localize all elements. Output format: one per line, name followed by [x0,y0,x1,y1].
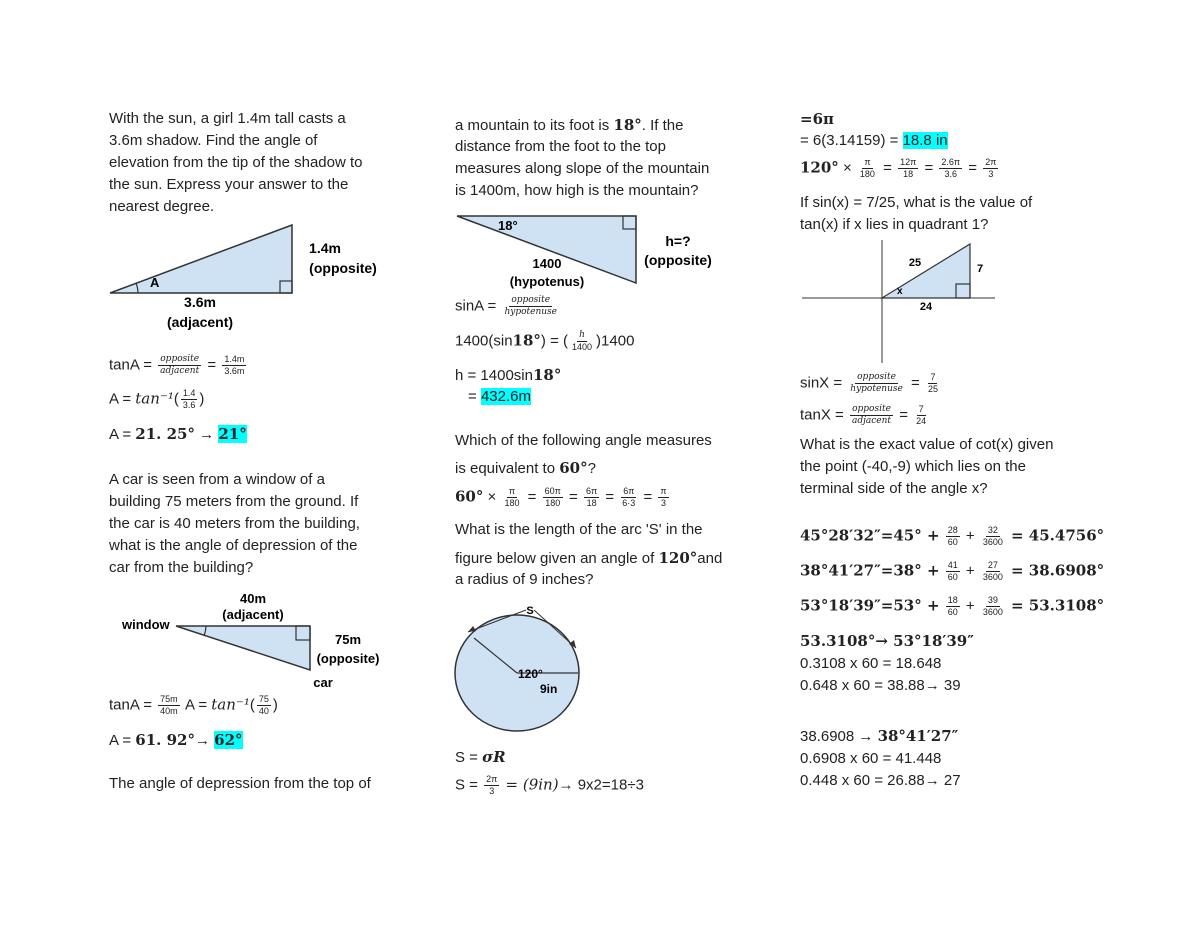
circle-arc-figure [448,600,598,740]
angle-label: A [150,275,160,290]
tanx-equation: tanX = $\frac{\text{opposite}}{\text{adjacent}}$ = $\frac{7}{24}$ [800,404,927,426]
tan-equation-2: tanA = $\frac{75m}{40m}$ A = tan⁻¹( $\frac{75}{40}$ ) [109,694,278,716]
adjacent-value: 3.6m [184,294,216,310]
fraction: $\frac{28}{60}$ [947,525,958,547]
fraction: $\frac{32}{3600}$ [982,525,1003,547]
opposite-value: 75m [334,632,362,647]
decimal-step: 0.448 x 60 = 26.88→ 27 [800,772,961,789]
fraction: $\frac{27}{3600}$ [982,560,1003,582]
problem-2-text: A car is seen from a window of a building 75 meters from the ground. If the car is 40 meters from the building, what is the angle of depression of the car from the building? [109,471,360,576]
fraction: $\frac{6\pi}{18}$ [585,486,598,508]
decimal-step: 0.6908 x 60 = 41.448 [800,750,942,767]
fraction: $\frac{7}{24}$ [916,404,927,426]
fraction: $\frac{1.4}{3.6}$ [182,388,196,410]
fraction: $\frac{12\pi}{18}$ [900,157,917,179]
opposite-word: (opposite) [309,260,377,276]
problem-4-text-2: is equivalent to 60°? [455,459,596,477]
sinx-equation: sinX = $\frac{\text{opposite}}{\text{hypotenuse}}$ = $\frac{7}{25}$ [800,372,938,394]
angle-label: x [897,286,903,297]
inverse-tan-equation: A = tan⁻¹( $\frac{1.4}{3.6}$ ) [109,388,205,410]
adjacent-word: (adjacent) [166,314,234,330]
opposite-word: (opposite) [644,252,712,268]
fraction: $\frac{\text{opposite}}{\text{hypotenuse}}$ [504,295,557,317]
dms-conversion-row: 45°28′32″=45° + $\frac{28}{60}$ + $\frac{32}{3600}$ = 45.4756° [800,525,1105,547]
problem-4-text: Which of the following angle measures [455,432,712,449]
triangle-figure-2 [118,588,408,693]
angle-label: 18° [498,218,518,233]
highlighted-answer: 62° [214,731,243,749]
height-label: h=? [665,233,691,249]
degree-to-radian-conversion: 60° × $\frac{\pi}{180}$ = $\frac{60\pi}{180}$ = $\frac{6\pi}{18}$ = $\frac{6\pi}{6\cdot 3}$ = $\frac{\pi}{3}$ [455,486,667,508]
problem-5-line-2: figure below given an angle of 120°and [455,549,723,567]
height-result: = 432.6m [468,388,531,405]
fraction: $\frac{\text{opposite}}{\text{adjacent}}$ [160,354,200,376]
radius-label: 9in [540,682,558,696]
arc-result-numeric: = 6(3.14159) = 18.8 in [800,132,948,149]
tan-equation: tanA = $\frac{\text{opposite}}{\text{adjacent}}$ = $\frac{1.4m}{3.6m}$ [109,354,245,376]
fraction: $\frac{\text{opposite}}{\text{adjacent}}$ [851,404,892,426]
opposite-value: 1.4m [309,240,341,256]
arc-label: S [526,605,534,617]
highlighted-answer: 21° [218,425,247,443]
fraction: $\frac{\pi}{180}$ [859,157,875,179]
problem-5-line-1: What is the length of the arc 'S' in the [455,521,703,538]
dms-conversion-row: 53°18′39″=53° + $\frac{18}{60}$ + $\frac{39}{3600}$ = 53.3108° [800,595,1105,617]
triangle-figure-3 [450,210,740,295]
fraction: $\frac{2\pi}{3}$ [486,774,498,796]
problem-5-line-3: a radius of 9 inches? [455,571,594,588]
sin-equation-2: 1400(sin18°) = ( $\frac{h}{1400}$ )1400 [455,330,635,352]
fraction: $\frac{6\pi}{6\cdot 3}$ [622,486,636,508]
hypotenuse-value: 1400 [532,256,562,271]
arc-result-pi: =6π [800,110,834,128]
result-1: A = 21. 25° → 21° [109,425,247,443]
decimal-step: 0.648 x 60 = 38.88→ 39 [800,677,961,694]
fraction: $\frac{1.4m}{3.6m}$ [224,354,245,376]
triangle-figure-1 [100,215,400,335]
opposite-label: 7 [977,263,984,275]
fraction: $\frac{18}{60}$ [947,595,958,617]
fraction: $\frac{41}{60}$ [947,560,958,582]
problem-3-text: a mountain to its foot is 18°. If the distance from the foot to the top measures along slope of the mountain is 1400m, how high is the mountain? [455,116,710,199]
dms-conversion-row: 38°41′27″=38° + $\frac{41}{60}$ + $\frac{27}{3600}$ = 38.6908° [800,560,1105,582]
fraction: $\frac{39}{3600}$ [982,595,1003,617]
fraction: $\frac{75}{40}$ [258,694,269,716]
quadrant-triangle-figure [800,238,1000,368]
arc-calculation: S = $\frac{2\pi}{3}$ = (9in)→ 9x2=18÷3 [455,774,644,796]
opposite-word: (opposite) [316,651,380,666]
fraction: $\frac{60\pi}{180}$ [544,486,561,508]
hypotenuse-label: 25 [908,257,922,269]
car-label: car [313,675,333,690]
window-label: window [122,617,170,632]
decimal-step: 0.3108 x 60 = 18.648 [800,655,942,672]
problem-7-text: What is the exact value of cot(x) given the point (-40,-9) which lies on the terminal side of the angle x? [800,436,1054,497]
angle-label: 120° [518,667,543,681]
fraction: $\frac{2.6\pi}{3.6}$ [941,157,961,179]
radian-conversion-120: 120° × $\frac{\pi}{180}$ = $\frac{12\pi}{18}$ = $\frac{2.6\pi}{3.6}$ = $\frac{2\pi}{3}$ [800,157,997,179]
fraction: $\frac{2\pi}{3}$ [985,157,997,179]
highlighted-answer: 432.6m [480,388,531,405]
fraction: $\frac{\pi}{3}$ [660,486,667,508]
adjacent-word: (adjacent) [222,607,284,622]
problem-6-text: If sin(x) = 7/25, what is the value of tan(x) if x lies in quadrant 1? [800,194,1033,233]
adjacent-value: 40m [239,591,267,606]
arc-formula: S = σR [455,748,506,766]
hypotenuse-word: (hypotenus) [509,274,585,289]
highlighted-answer: 18.8 in [902,132,948,149]
sin-equation: sinA = $\frac{\text{opposite}}{\text{hypotenuse}}$ [455,295,557,317]
fraction: $\frac{\pi}{180}$ [504,486,520,508]
result-2: A = 61. 92°→ 62° [109,731,243,749]
fraction: $\frac{7}{25}$ [927,372,938,394]
problem-1-text: With the sun, a girl 1.4m tall casts a 3.6m shadow. Find the angle of elevation from the tip of the shadow to the sun. Express your answer to the nearest degree. [109,110,363,215]
adjacent-label: 24 [919,301,933,313]
decimal-to-dms-2: 38.6908 → 38°41′27″ [800,727,959,745]
decimal-to-dms-1: 53.3108°→ 53°18′39″ [800,632,974,650]
fraction: $\frac{75m}{40m}$ [160,694,178,716]
fraction: $\frac{h}{1400}$ [572,330,593,352]
fraction: $\frac{\text{opposite}}{\text{hypotenuse}}$ [850,372,903,394]
problem-3-start: The angle of depression from the top of [109,775,371,792]
height-equation: h = 1400sin18° [455,366,562,384]
